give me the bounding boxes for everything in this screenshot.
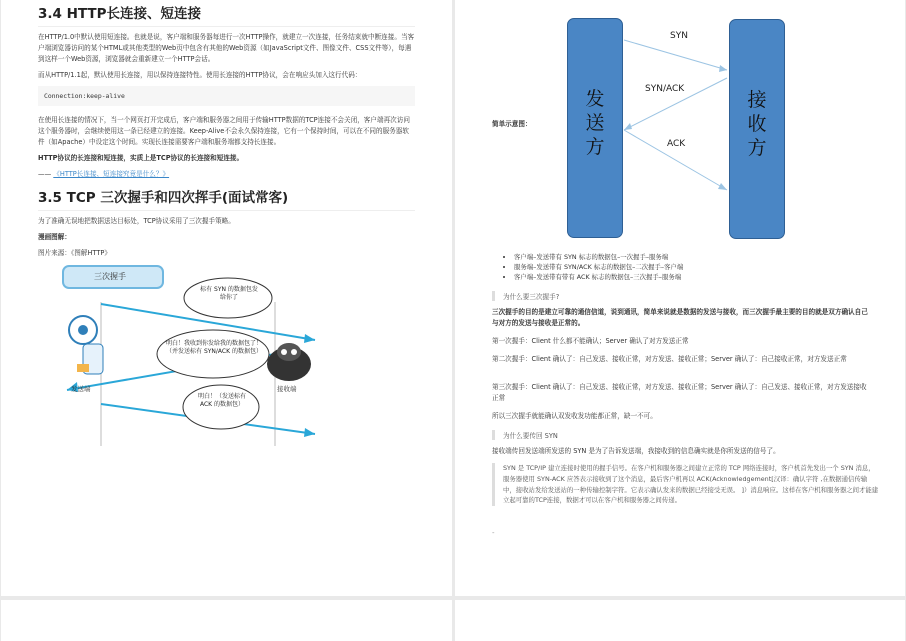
paragraph-tcp-intro: 为了准确无误地把数据送达目标处，TCP协议采用了三次握手策略。 — [38, 217, 235, 225]
paragraph-image-source: 图片来源：《图解HTTP》 — [38, 249, 111, 257]
bubble-ack: 明白！（发送标有 ACK 的数据包） — [197, 393, 246, 408]
list-item: • 服务端–发送带有 SYN/ACK 标志的数据包–二次握手–客户端 — [514, 262, 683, 272]
receiver-label: 接收端 — [277, 385, 297, 393]
paragraph-comic-label: 漫画图解： — [38, 233, 71, 241]
step-two: 第二次握手：Client 确认了：自己发送、接收正常，对方发送、接收正常；Server 确认了：自己接收正常，对方发送正常 — [492, 355, 847, 363]
paragraph-keep-alive: 在使用长连接的情况下，当一个网页打开完成后，客户端和服务器之间用于传输HTTP数据的TCP连接不会关闭，客户端再次访问这个服务器时，会继续使用这一条已经建立的连接。Keep-Alive不会永久保持连接，它有一个保持时间，可以在不同的服务器软件（如Apache）中设定这个时间。实现长连接需要客户端和服务端都支持长连接。 — [38, 116, 410, 146]
diagram-label: 简单示意图： — [492, 120, 532, 128]
bubble-synack: 明白！我收到你发给我的数据包了！（并发送标有 SYN/ACK 的数据包） — [165, 340, 262, 355]
sender-bar — [567, 18, 623, 238]
syn-label: SYN — [670, 31, 688, 41]
question-why-syn: 为什么要传回 SYN — [492, 430, 879, 440]
answer-why-syn: 接收端传回发送端所发送的 SYN 是为了告诉发送端，我接收到的信息确实就是你所发送的信号了。 — [492, 447, 780, 455]
syn-explanation-quote: SYN 是 TCP/IP 建立连接时使用的握手信号。在客户机和服务器之间建立正常的 TCP 网络连接时，客户机首先发出一个 SYN 消息，服务器使用 SYN-ACK 应答表示接收到了这个消息，最后客户机再以 ACK(Acknowledgement[汉译：确认字符 ,在数据通信传输中，接收站发给发送站的一种传输控制字符。它表示确认发来的数据已经接受无误。 ]）消息响应。这样在客户机和服务器之间才能建立起可靠的TCP连接，数据才可以在客户机和服务器之间传递。 — [492, 463, 879, 506]
document-page-next-right — [455, 600, 905, 641]
question-why-three: 为什么要三次握手? — [492, 291, 879, 301]
reference-line — [38, 169, 415, 180]
step-conclusion: 所以三次握手就能确认双发收发功能都正常，缺一不可。 — [492, 412, 657, 420]
code-block: Connection:keep-alive — [38, 86, 415, 106]
sender-text: 发送方 — [585, 88, 605, 158]
answer-why-three: 三次握手的目的是建立可靠的通信信道，说到通讯，简单来说就是数据的发送与接收，而三次握手最主要的目的就是双方确认自己与对方的发送与接收是正常的。 — [492, 308, 868, 327]
paragraph-summary: HTTP协议的长连接和短连接，实质上是TCP协议的长连接和短连接。 — [38, 154, 244, 162]
document-page-next-left — [1, 600, 452, 641]
trailing-dash: - — [492, 529, 495, 537]
sender-label: 发送端 — [71, 385, 91, 393]
step-one: 第一次握手：Client 什么都不能确认；Server 确认了对方发送正常 — [492, 337, 689, 345]
paragraph-short-connection: 在HTTP/1.0中默认使用短连接。也就是说，客户端和服务器每进行一次HTTP操作，就建立一次连接，任务结束就中断连接。当客户端浏览器访问的某个HTML或其他类型的Web页中包含有其他的Web资源（如JavaScript文件、图像文件、CSS文件等），每遇到这样一个Web资源，浏览器就会重新建立一个HTTP会话。 — [38, 33, 415, 63]
paragraph-long-connection: 而从HTTP/1.1起，默认使用长连接，用以保持连接特性。使用长连接的HTTP协议，会在响应头加入这行代码： — [38, 71, 362, 79]
reference-link[interactable]: 《HTTP长连接、短连接究竟是什么？》 — [53, 170, 170, 178]
receiver-bar — [729, 19, 785, 239]
handshake-steps — [505, 252, 683, 282]
handshake-diagram — [567, 18, 785, 240]
bubble-syn: 标有 SYN 的数据包发给你了 — [200, 286, 258, 301]
document-page-left — [1, 0, 452, 596]
synack-label: SYN/ACK — [645, 84, 685, 94]
handshake-comic — [53, 264, 317, 449]
section-title-http: 3.4 HTTP长连接、短连接 — [38, 2, 415, 27]
reference-prefix: —— — [38, 170, 52, 178]
list-item: • 客户端–发送带有 SYN 标志的数据包–一次握手–服务端 — [514, 252, 683, 262]
handshake-illustration — [53, 264, 317, 449]
ack-label: ACK — [667, 139, 686, 149]
receiver-text: 接收方 — [747, 89, 767, 159]
step-three: 第三次握手：Client 确认了：自己发送、接收正常，对方发送、接收正常；Server 确认了：自己发送、接收正常，对方发送接收正常 — [492, 383, 867, 402]
illustration-header: 三次握手 — [94, 272, 126, 281]
list-item: • 客户端–发送带有带有 ACK 标志的数据包–三次握手–服务端 — [514, 272, 683, 282]
section-title-tcp: 3.5 TCP 三次握手和四次挥手(面试常客) — [38, 186, 415, 211]
document-page-right — [455, 0, 905, 596]
